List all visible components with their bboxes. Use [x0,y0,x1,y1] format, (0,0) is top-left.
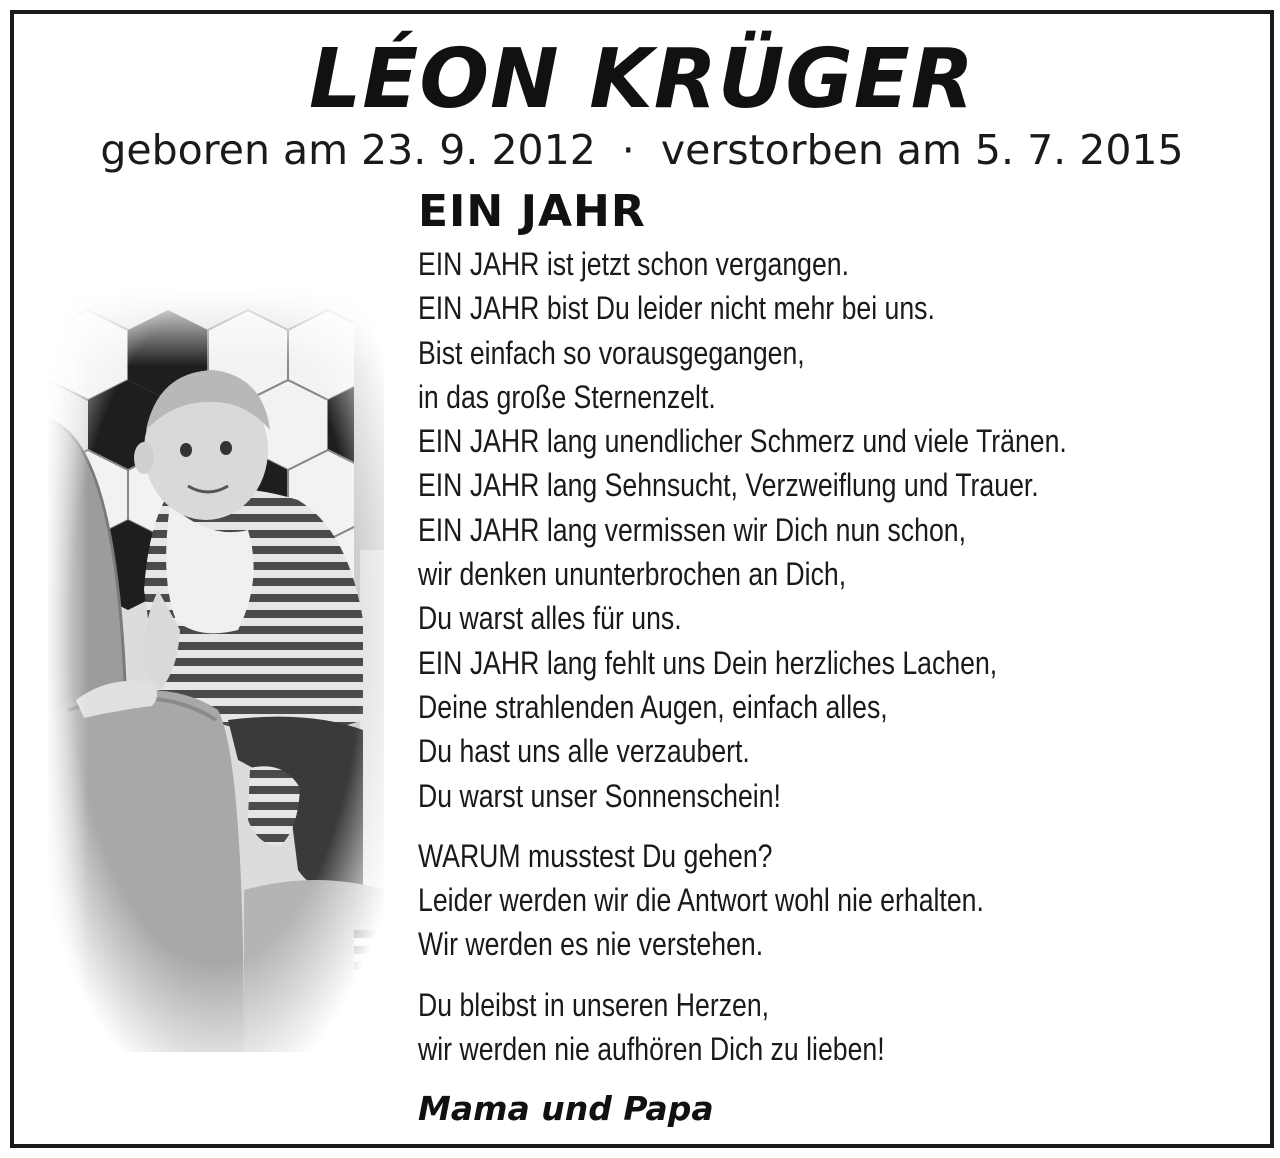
poem-line: Du bleibst in unseren Herzen, [418,986,770,1023]
poem-line: EIN JAHR lang vermissen wir Dich nun schon, [418,511,967,548]
poem-line: Du warst alles für uns. [418,600,682,637]
poem-stanza-1 [418,242,1268,818]
birth-date: geboren am 23. 9. 2012 [100,126,596,174]
death-date: verstorben am 5. 7. 2015 [660,126,1184,174]
obituary-frame [10,10,1274,1148]
signature: Mama und Papa [418,1089,714,1129]
poem-line: EIN JAHR bist Du leider nicht mehr bei uns. [418,290,935,327]
poem-line: Bist einfach so vorausgegangen, [418,334,805,371]
poem-line: wir werden nie aufhören Dich zu lieben! [418,1031,885,1068]
poem-stanza-2 [418,834,1268,967]
poem-line: in das große Sternenzelt. [418,378,716,415]
life-dates [14,126,1270,174]
poem-line: EIN JAHR lang unendlicher Schmerz und viele Tränen. [418,423,1067,460]
date-separator: · [621,126,635,174]
poem-stanza-3 [418,983,1268,1072]
poem-line: Leider werden wir die Antwort wohl nie erhalten. [418,882,984,919]
poem-line: Deine strahlenden Augen, einfach alles, [418,688,888,725]
poem-line: EIN JAHR lang Sehnsucht, Verzweiflung und Trauer. [418,467,1039,504]
poem-line: EIN JAHR ist jetzt schon vergangen. [418,246,850,282]
poem-line: Du warst unser Sonnenschein! [418,777,781,814]
poem-line: Du hast uns alle verzaubert. [418,733,750,770]
poem-line: EIN JAHR lang fehlt uns Dein herzliches Lachen, [418,644,998,681]
child-portrait-photo [48,290,384,1052]
poem-line: Wir werden es nie verstehen. [418,926,764,963]
poem-line: wir denken ununterbrochen an Dich, [418,556,847,593]
memorial-poem [418,186,1268,1131]
deceased-name: LÉON KRÜGER [309,32,975,127]
poem-heading: EIN JAHR [418,186,646,237]
portrait-illustration [48,290,384,1052]
poem-line: WARUM musstest Du gehen? [418,837,773,874]
